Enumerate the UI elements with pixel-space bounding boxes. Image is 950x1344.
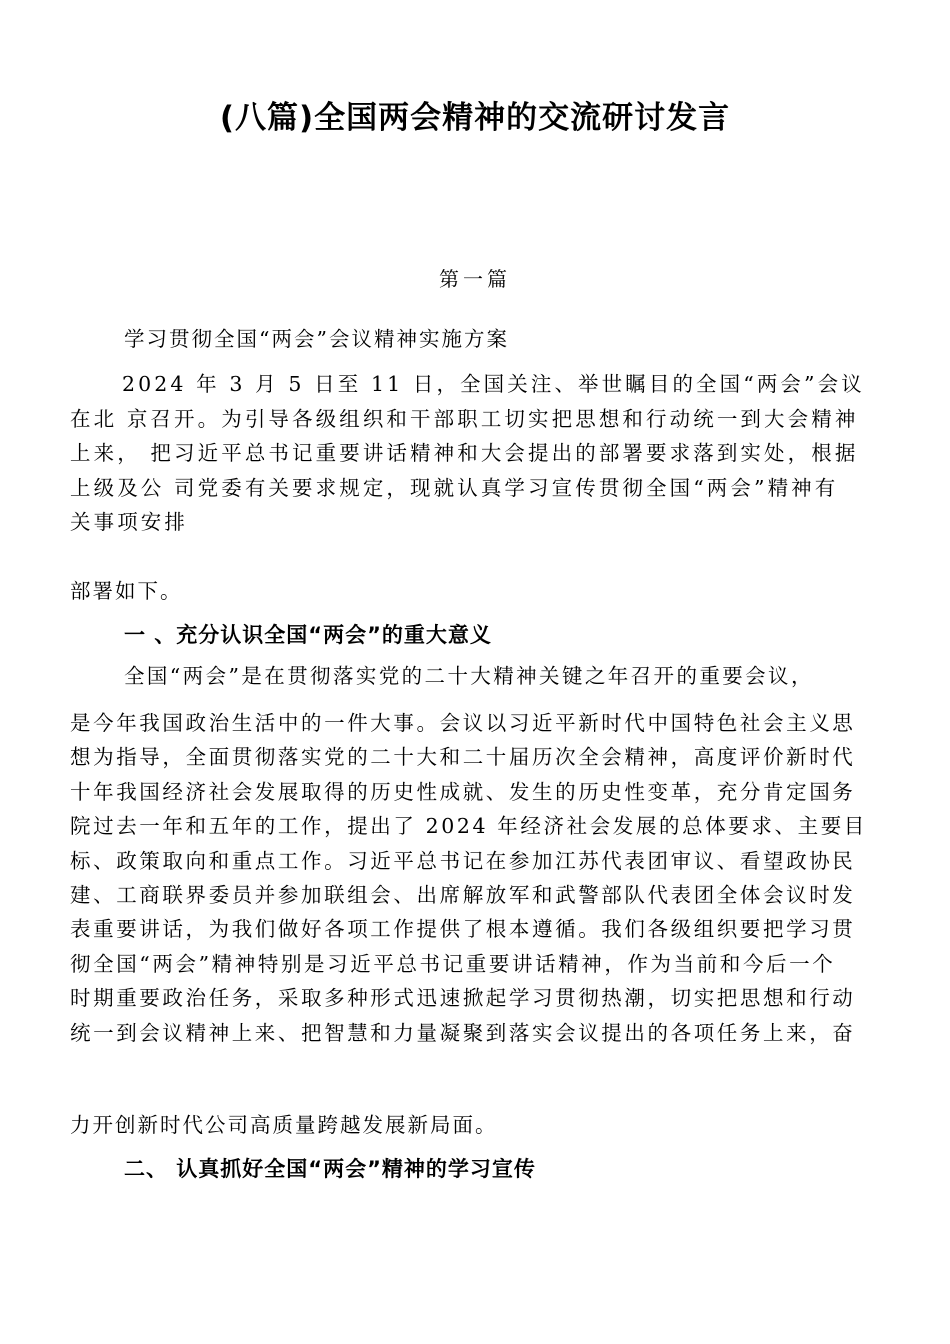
paragraph-line: 时期重要政治任务，采取多种形式迅速掀起学习贯彻热潮，切实把思想和行动 — [70, 986, 856, 1011]
paragraph-line: 2024 年 3 月 5 日至 11 日，全国关注、举世瞩目的全国“两会”会议 — [122, 372, 865, 396]
paragraph-line: 在北 京召开。为引导各级组织和干部职工切实把思想和行动统一到大会精神 — [70, 406, 859, 431]
significance-paragraph-tail: 力开创新时代公司高质量跨越发展新局面。 — [70, 1113, 498, 1137]
paragraph-line: 表重要讲话，为我们做好各项工作提供了根本遵循。我们各级组织要把学习贯 — [70, 917, 856, 942]
section-heading-2: 二、 认真抓好全国“两会”精神的学习宣传 — [124, 1157, 536, 1181]
significance-paragraph — [70, 706, 876, 1050]
intro-paragraph — [70, 367, 890, 540]
intro-paragraph-tail: 部署如下。 — [70, 579, 183, 603]
paragraph-line: 上来， 把习近平总书记重要讲话精神和大会提出的部署要求落到实处，根据 — [70, 441, 859, 465]
section-heading-1: 一 、充分认识全国“两会”的重大意义 — [124, 623, 492, 647]
paragraph-line: 关事项安排 — [70, 510, 188, 534]
plan-subtitle: 学习贯彻全国“两会”会议精神实施方案 — [124, 327, 509, 351]
paragraph-line: 标、政策取向和重点工作。习近平总书记在参加江苏代表团审议、看望政协民 — [70, 848, 856, 873]
paragraph-line: 统一到会议精神上来、把智慧和力量凝聚到落实会议提出的各项任务上来，奋 — [70, 1020, 856, 1045]
paragraph-line: 建、工商联界委员并参加联组会、出席解放军和武警部队代表团全体会议时发 — [70, 883, 856, 908]
paragraph-line: 院过去一年和五年的工作，提出了 2024 年经济社会发展的总体要求、主要目 — [70, 814, 867, 839]
paragraph-line: 想为指导，全面贯彻落实党的二十大和二十届历次全会精神，高度评价新时代 — [70, 745, 856, 770]
significance-paragraph-first-line: 全国“两会”是在贯彻落实党的二十大精神关键之年召开的重要会议， — [124, 664, 814, 688]
section-label: 第一篇 — [439, 267, 511, 291]
paragraph-line: 十年我国经济社会发展取得的历史性成就、发生的历史性变革，充分肯定国务 — [70, 779, 856, 804]
paragraph-line: 上级及公 司党委有关要求规定，现就认真学习宣传贯彻全国“两会”精神有 — [70, 475, 839, 500]
paragraph-line: 彻全国“两会”精神特别是习近平总书记重要讲话精神，作为当前和今后一个 — [70, 951, 836, 976]
paragraph-line: 是今年我国政治生活中的一件大事。会议以习近平新时代中国特色社会主义思 — [70, 711, 856, 735]
document-title: (八篇)全国两会精神的交流研讨发言 — [219, 100, 731, 136]
